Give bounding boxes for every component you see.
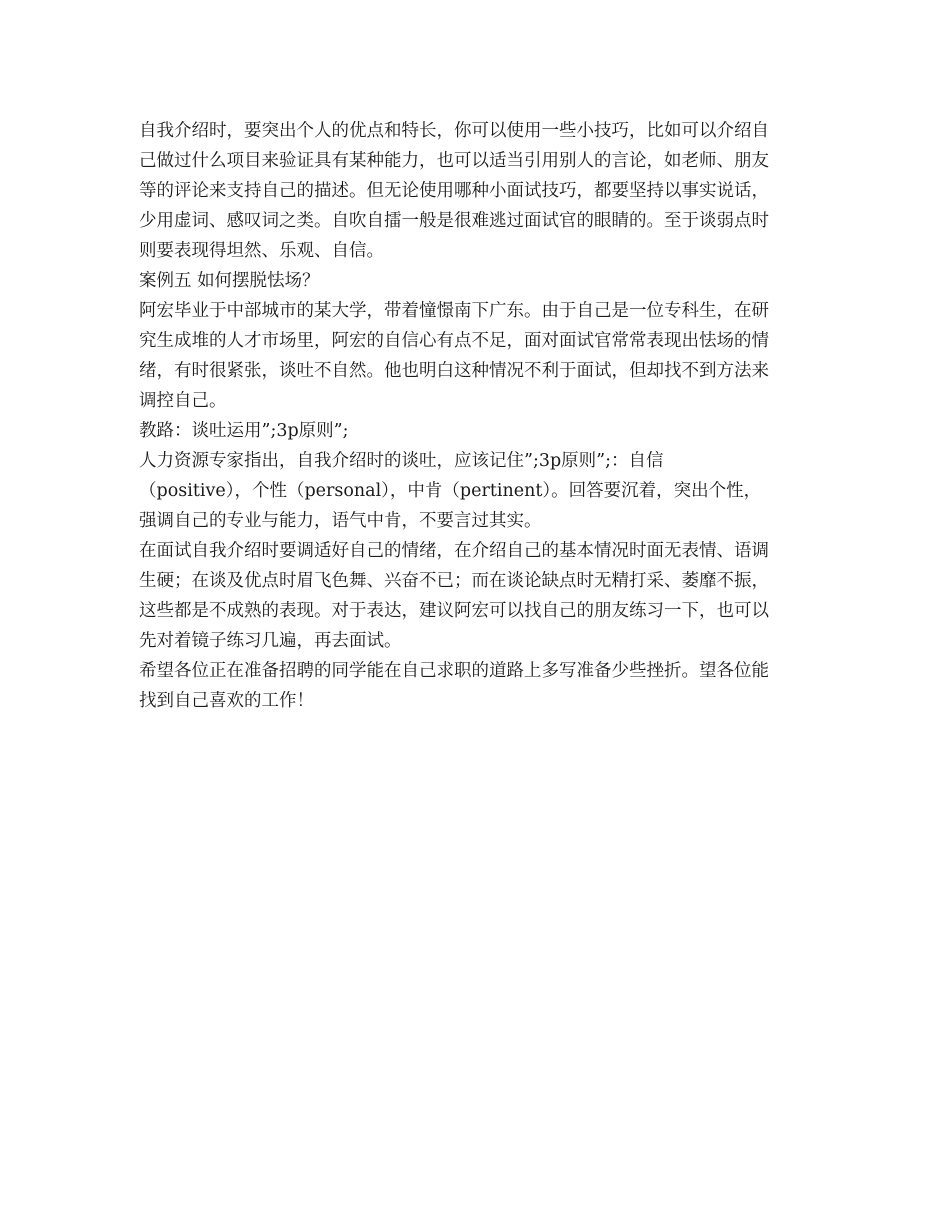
text-line: 等的评论来支持自己的描述。但无论使用哪种小面试技巧，都要坚持以事实说话， — [139, 181, 769, 201]
text-line: 则要表现得坦然、乐观、自信。 — [139, 241, 384, 261]
text-line: 这些都是不成熟的表现。对于表达，建议阿宏可以找自己的朋友练习一下，也可以 — [139, 601, 769, 621]
text-line: 究生成堆的人才市场里，阿宏的自信心有点不足，面对面试官常常表现出怯场的情 — [139, 331, 769, 351]
text-line: 阿宏毕业于中部城市的某大学，带着憧憬南下广东。由于自己是一位专科生，在研 — [139, 301, 769, 321]
text-line: 找到自己喜欢的工作！ — [139, 691, 314, 711]
text-line: 己做过什么项目来验证具有某种能力，也可以适当引用别人的言论，如老师、朋友 — [139, 151, 769, 171]
text-line: 人力资源专家指出，自我介绍时的谈吐，应该记住”;3p原则”;：自信 — [139, 451, 664, 471]
text-line: 绪，有时很紧张，谈吐不自然。他也明白这种情况不利于面试，但却找不到方法来 — [139, 361, 769, 381]
text-line: （positive），个性（personal），中肯（pertinent）。回答要沉着，突出个性， — [139, 481, 762, 501]
text-line: 教路：谈吐运用”;3p原则”; — [139, 421, 349, 441]
text-line: 调控自己。 — [139, 391, 227, 411]
text-line: 希望各位正在准备招聘的同学能在自己求职的道路上多写准备少些挫折。望各位能 — [139, 661, 769, 681]
text-line: 少用虚词、感叹词之类。自吹自擂一般是很难逃过面试官的眼睛的。至于谈弱点时 — [139, 211, 769, 231]
text-line: 自我介绍时，要突出个人的优点和特长，你可以使用一些小技巧，比如可以介绍自 — [139, 121, 769, 141]
section-heading: 案例五 如何摆脱怯场？ — [139, 271, 320, 291]
text-line: 强调自己的专业与能力，语气中肯，不要言过其实。 — [139, 511, 542, 531]
text-line: 生硬；在谈及优点时眉飞色舞、兴奋不已；而在谈论缺点时无精打采、萎靡不振， — [139, 571, 769, 591]
text-line: 在面试自我介绍时要调适好自己的情绪，在介绍自己的基本情况时面无表情、语调 — [139, 541, 769, 561]
text-line: 先对着镜子练习几遍，再去面试。 — [139, 631, 402, 651]
document-body — [139, 116, 823, 716]
